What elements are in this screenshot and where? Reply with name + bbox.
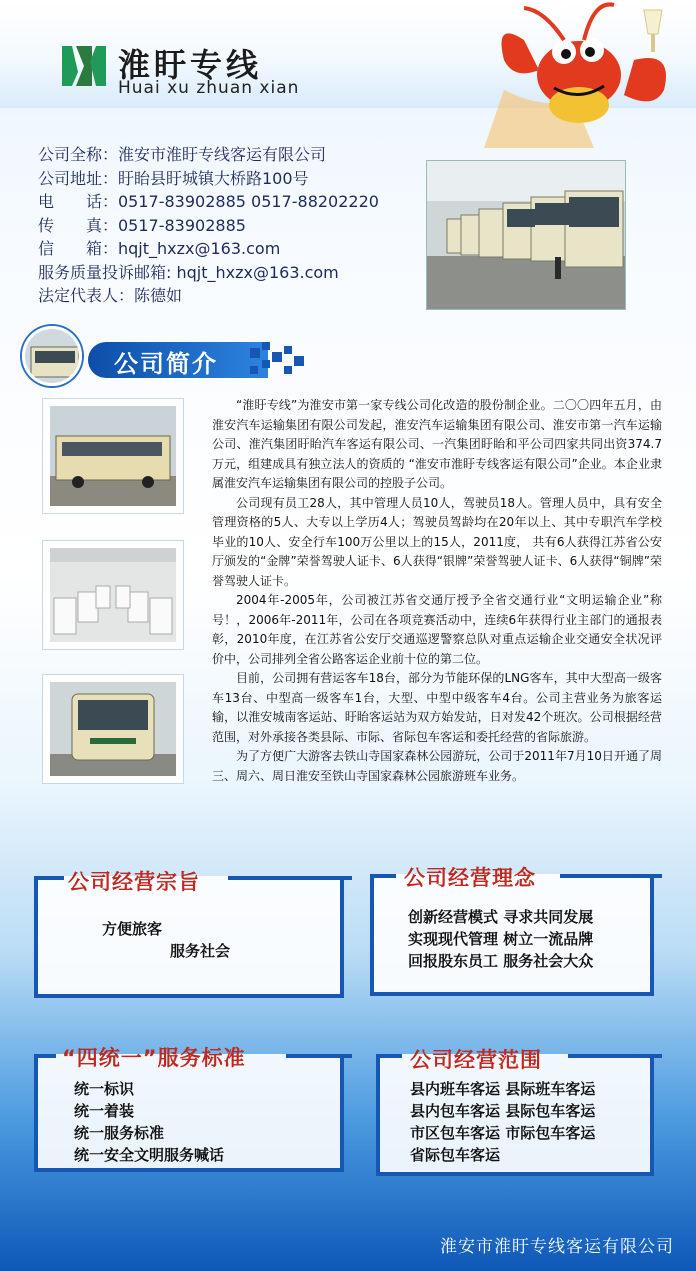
scope-line: 省际包车客运: [410, 1146, 501, 1164]
scope-box: [376, 1048, 654, 1176]
info-address: 公司地址：盱眙县盱城镇大桥路100号: [38, 168, 309, 188]
intro-paragraph: “淮盱专线”为淮安市第一家专线公司化改造的股份制企业。二〇〇四年五月，由淮安汽车运输集团有限公司发起，淮安汽车运输集团有限公司、淮安市第一汽车运输公司、淮汽集团盱眙汽车客运有限公司、一汽集团盱眙和平公司四家共同出资374.7万元，组建成具有独立法人的资质的 “淮安市淮盱专线客运有限公司”企业。本企业隶属淮安汽车运输集团有限公司的控股子公司。: [212, 398, 662, 490]
intro-text: [212, 396, 662, 786]
scope-title: 公司经营范围: [410, 1048, 542, 1072]
logo-icon: [58, 42, 110, 90]
info-email[interactable]: 信 箱：hqjt_hxzx@163.com: [38, 239, 281, 258]
logo-subtitle: Huai xu zhuan xian: [118, 78, 300, 98]
scope-line: 县内包车客运 县际包车客运: [410, 1102, 596, 1120]
info-phone: 电 话：0517-83902885 0517-88202220: [38, 192, 379, 211]
lobster-mascot-icon: [484, 0, 696, 148]
philosophy-box: [370, 866, 654, 996]
section-title: 公司简介: [114, 350, 218, 378]
intro-paragraph: 目前，公司拥有营运客车18台，部分为节能环保的LNG客车，其中大型高一级客车13台、中型高一级客车1台，大型、中型中级客车4台。公司主营业务为旅客运输，以淮安城南客运站、盱眙客运站为双方始发站，日对发42个班次。公司根据经营范围，对外承接各类县际、市际、省际包车客运和委托经营的省际旅游。: [212, 671, 662, 744]
bus-exterior-photo: [42, 398, 184, 514]
info-legal-rep: 法定代表人：陈德如: [38, 286, 183, 305]
info-fax: 传 真：0517-83902885: [38, 215, 246, 235]
philosophy-line: 创新经营模式 寻求共同发展: [408, 908, 594, 926]
philosophy-line: 实现现代管理 树立一流品牌: [408, 930, 594, 948]
pixel-decoration-icon: [250, 342, 310, 378]
company-info: [38, 143, 418, 308]
info-full-name: 公司全称：淮安市淮盱专线客运有限公司: [38, 145, 327, 164]
standard-box: [34, 1046, 344, 1172]
logo-title: 淮盱专线: [118, 46, 263, 84]
purpose-line: 方便旅客: [102, 920, 163, 938]
standard-line: 统一安全文明服务喊话: [74, 1146, 225, 1164]
scope-line: 县内班车客运 县际班车客运: [410, 1080, 596, 1098]
bus-front-photo: [42, 674, 184, 784]
intro-paragraph: 公司现有员工28人，其中管理人员10人，驾驶员18人。管理人员中，具有安全管理资格的5人、大专以上学历4人；驾驶员驾龄均在20年以上、其中专职汽车学校毕业的10人、安全行车100万公里以上的15人，2011度， 共有6人获得江苏省公安厅颁发的“金牌”荣誉驾驶人证卡、6人获得“银牌”荣誉驾驶人证卡、6人获得“铜牌”荣誉驾驶人证卡。: [212, 495, 662, 588]
standard-title: “四统一”服务标准: [62, 1046, 246, 1070]
purpose-title: 公司经营宗旨: [68, 870, 200, 894]
purpose-box: [34, 870, 344, 998]
footer-company: 淮安市淮盱专线客运有限公司: [440, 1237, 674, 1257]
philosophy-line: 回报股东员工 服务社会大众: [408, 952, 594, 970]
philosophy-title: 公司经营理念: [404, 866, 536, 890]
standard-line: 统一标识: [74, 1080, 135, 1098]
bus-fleet-photo: [426, 160, 626, 310]
standard-line: 统一着装: [74, 1102, 135, 1120]
intro-paragraph: 2004年-2005年，公司被江苏省交通厅授予全省交通行业“文明运输企业”称号！，2006年-2011年，公司在各项竞赛活动中，连续6年获得行业主部门的通报表彰，2010年度，在江苏省公安厅交通巡逻警察总队对重点运输企业交通安全状况评价中，公司排列全省公路客运企业前十位的第二位。: [212, 593, 662, 666]
purpose-line: 服务社会: [170, 942, 231, 960]
scope-line: 市区包车客运 市际包车客运: [410, 1124, 596, 1142]
standard-line: 统一服务标准: [74, 1124, 165, 1142]
intro-paragraph: 为了方便广大游客去铁山寺国家森林公园游玩，公司于2011年7月10日开通了周三、周六、周日淮安至铁山寺国家森林公园旅游班车业务。: [212, 749, 662, 783]
bus-circle-photo: [22, 326, 82, 386]
bus-interior-photo: [42, 540, 184, 650]
info-complaint-email[interactable]: 服务质量投诉邮箱: hqjt_hxzx@163.com: [38, 262, 339, 282]
intro-section-header: [22, 326, 312, 388]
